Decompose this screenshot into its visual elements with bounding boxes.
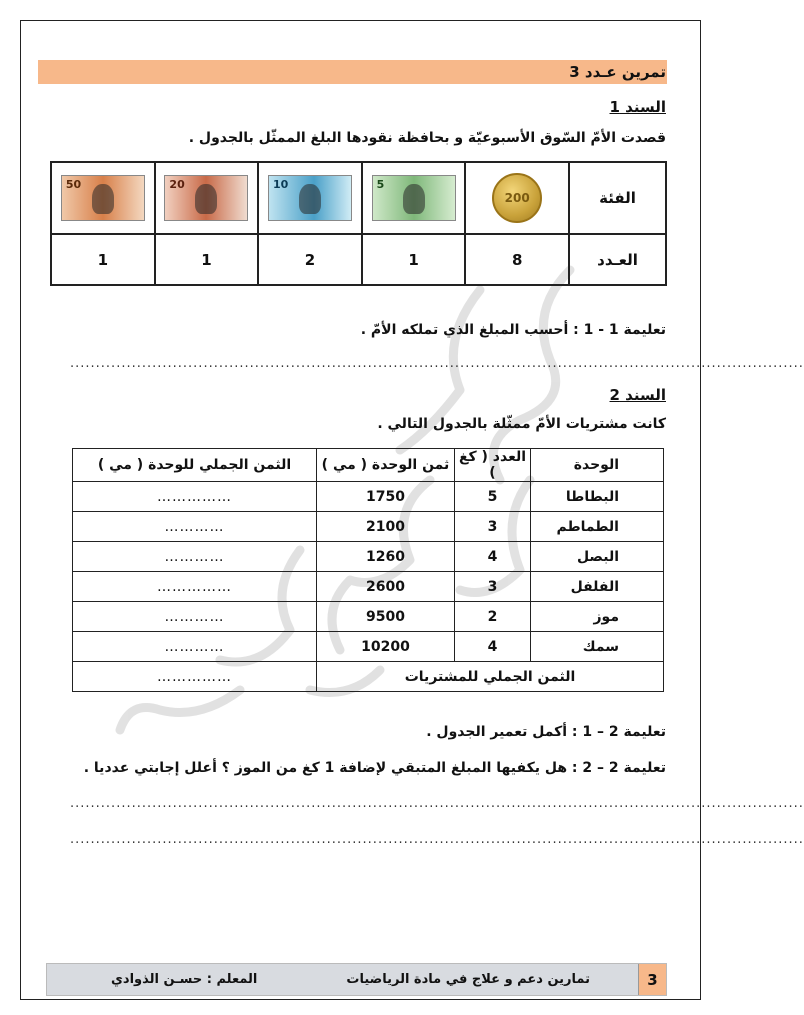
note-label: 20: [169, 178, 185, 191]
item-total-blank[interactable]: …………: [73, 542, 317, 572]
item-price: 2600: [317, 572, 455, 602]
table-row: [73, 632, 664, 662]
note-label: 5: [376, 178, 385, 191]
item-qty: 5: [455, 482, 531, 512]
footer-subject: تمارين دعم و علاج في مادة الرياضيات: [346, 972, 590, 987]
denomination-cell: [465, 162, 569, 234]
banknote-10-icon: [268, 175, 352, 221]
item-price: 2100: [317, 512, 455, 542]
item-total-blank[interactable]: …………: [73, 602, 317, 632]
item-total-blank[interactable]: …………: [73, 512, 317, 542]
grand-total-row: [73, 662, 664, 692]
count-cell: 1: [51, 234, 155, 285]
answer-line[interactable]: ...............................................................................................................................................: [70, 356, 804, 371]
footer: [46, 963, 667, 996]
count-cell: 1: [155, 234, 259, 285]
denomination-header: الفئة: [569, 162, 666, 234]
purchase-table: [72, 448, 664, 692]
item-name: الفلفل: [531, 572, 664, 602]
item-total-blank[interactable]: ……………: [73, 482, 317, 512]
banknote-20-icon: [164, 175, 248, 221]
item-total-blank[interactable]: …………: [73, 632, 317, 662]
footer-teacher: المعلم : حسـن الذوادي: [111, 972, 258, 987]
grand-total-label: الثمن الجملي للمشتريات: [317, 662, 664, 692]
answer-line[interactable]: ...............................................................................................................................................: [70, 832, 804, 847]
item-price: 1260: [317, 542, 455, 572]
table-row: [73, 512, 664, 542]
instruction-2-1: تعليمة 2 – 1 : أكمل تعمير الجدول .: [426, 724, 666, 740]
exercise-title: تمرين عـدد 3: [569, 63, 666, 81]
item-name: البطاطا: [531, 482, 664, 512]
count-cell: 2: [258, 234, 362, 285]
denomination-cell: [51, 162, 155, 234]
section2-text: كانت مشتريات الأمّ ممثّلة بالجدول التالي .: [377, 416, 666, 432]
item-name: الطماطم: [531, 512, 664, 542]
section2-heading: السند 2: [609, 386, 666, 404]
banknote-50-icon: [61, 175, 145, 221]
money-count-row: [51, 234, 666, 285]
count-cell: 1: [362, 234, 466, 285]
answer-line[interactable]: ...............................................................................................................................................: [70, 796, 804, 811]
money-table: [50, 161, 667, 286]
header-total: الثمن الجملي للوحدة ( مي ): [73, 449, 317, 482]
note-label: 50: [65, 178, 82, 191]
grand-total-blank[interactable]: ……………: [73, 662, 317, 692]
item-name: سمك: [531, 632, 664, 662]
item-qty: 2: [455, 602, 531, 632]
table-row: [73, 542, 664, 572]
item-qty: 4: [455, 542, 531, 572]
banknote-5-icon: [372, 175, 456, 221]
item-qty: 4: [455, 632, 531, 662]
section1-heading: السند 1: [609, 98, 666, 116]
page-number: 3: [638, 964, 666, 995]
instruction-2-2: تعليمة 2 – 2 : هل يكفيها المبلغ المتبقي لإضافة 1 كغ من الموز ؟ أعلل إجابتي عدديا .: [83, 760, 666, 776]
denomination-cell: [258, 162, 362, 234]
item-price: 1750: [317, 482, 455, 512]
note-label: 10: [273, 178, 289, 191]
coin-label: 200: [504, 191, 530, 205]
instruction-1-1: تعليمة 1 - 1 : أحسب المبلغ الذي تملكه الأمّ .: [360, 322, 666, 338]
item-qty: 3: [455, 512, 531, 542]
header-unit-price: ثمن الوحدة ( مي ): [317, 449, 455, 482]
table-row: [73, 482, 664, 512]
table-row: [73, 602, 664, 632]
item-price: 10200: [317, 632, 455, 662]
denomination-cell: [362, 162, 466, 234]
money-denomination-row: [51, 162, 666, 234]
count-cell: 8: [465, 234, 569, 285]
section1-text: قصدت الأمّ السّوق الأسبوعيّة و بحافظة نقودها البلغ الممثّل بالجدول .: [188, 130, 666, 146]
item-price: 9500: [317, 602, 455, 632]
item-qty: 3: [455, 572, 531, 602]
purchase-header-row: [73, 449, 664, 482]
header-qty: العدد ( كغ ): [455, 449, 531, 482]
item-name: البصل: [531, 542, 664, 572]
denomination-cell: [155, 162, 259, 234]
item-name: موز: [531, 602, 664, 632]
coin-200-icon: [492, 173, 542, 223]
count-header: العـدد: [569, 234, 666, 285]
table-row: [73, 572, 664, 602]
header-item: الوحدة: [531, 449, 664, 482]
item-total-blank[interactable]: ……………: [73, 572, 317, 602]
